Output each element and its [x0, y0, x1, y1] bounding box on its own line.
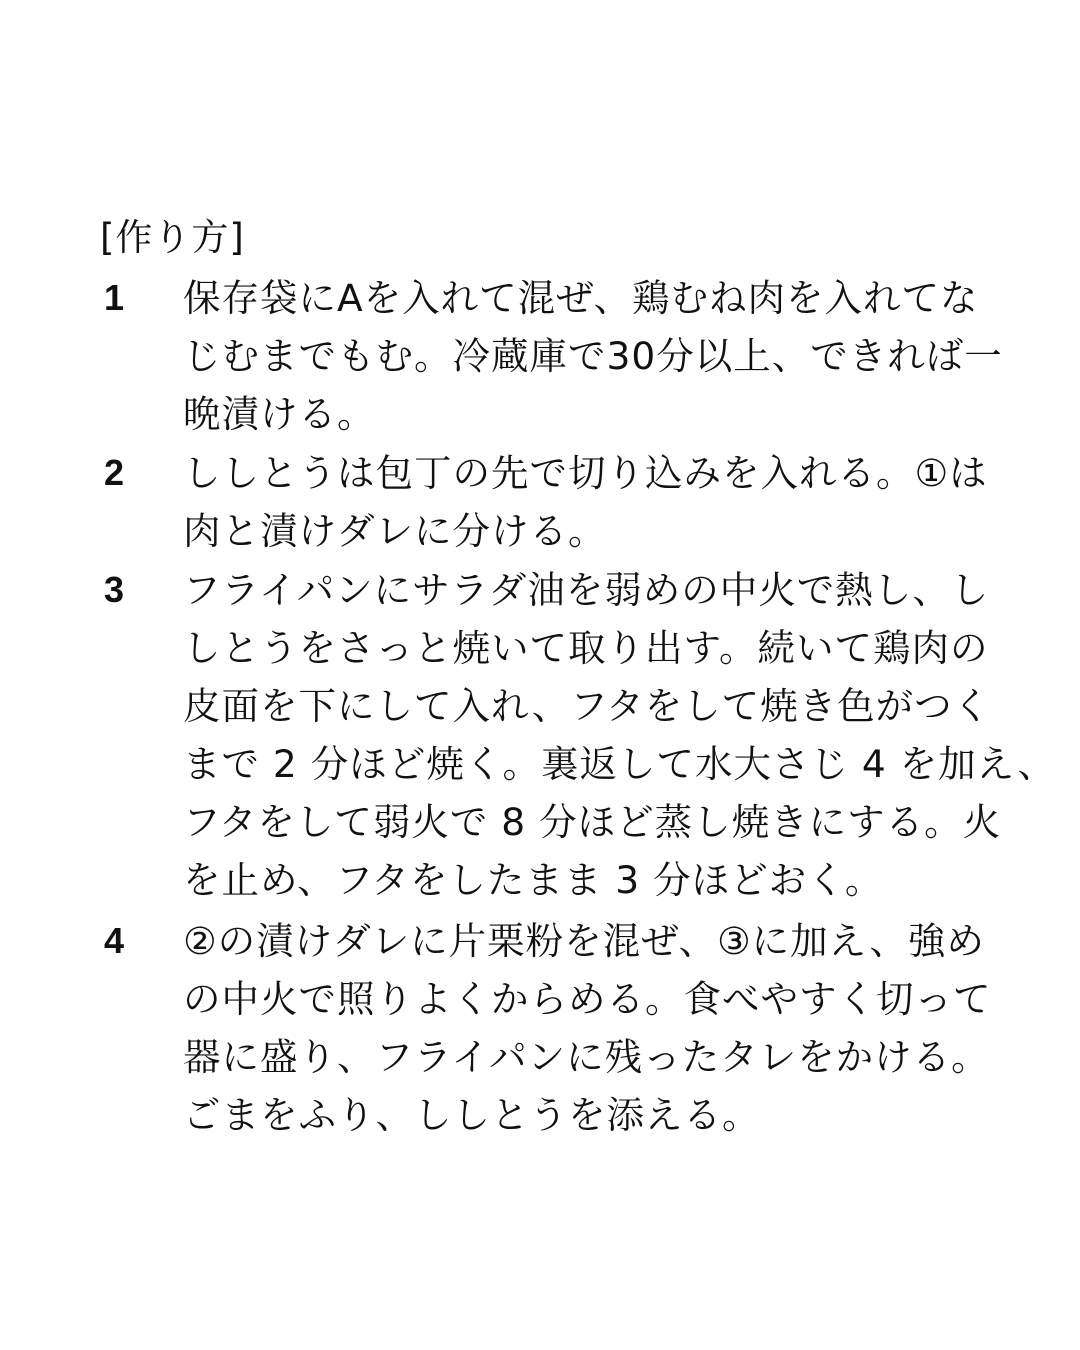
step-text-line: まで 2 分ほど焼く。裏返して水大さじ 4 を加え、	[183, 742, 1056, 786]
step-text-line: ごまをふり、ししとうを添える。	[183, 1093, 761, 1137]
step-number: 2	[104, 452, 125, 493]
step-number: 1	[104, 277, 125, 318]
step-text-line: 晩漬ける。	[183, 392, 376, 436]
step-text-line: しとうをさっと焼いて取り出す。続いて鶏肉の	[183, 626, 989, 670]
step-text-line: 器に盛り、フライパンに残ったタレをかける。	[183, 1035, 990, 1079]
step-text-line: を止め、フタをしたまま 3 分ほどおく。	[183, 858, 884, 902]
step-text-line: ②の漬けダレに片栗粉を混ぜ、③に加え、強め	[183, 919, 985, 963]
step-text-line: ししとうは包丁の先で切り込みを入れる。①は	[183, 451, 988, 495]
step-text-line: 保存袋にAを入れて混ぜ、鶏むね肉を入れてな	[183, 276, 979, 320]
step-text-line: フライパンにサラダ油を弱めの中火で熱し、し	[183, 568, 990, 612]
step-text-line: の中火で照りよくからめる。食べやすく切って	[183, 977, 992, 1021]
section-heading: [作り方]	[100, 216, 245, 259]
step-text-line: 肉と漬けダレに分ける。	[183, 509, 607, 553]
step-number: 4	[104, 920, 125, 961]
step-text-line: じむまでもむ。冷蔵庫で30分以上、できれば一	[183, 334, 1003, 378]
step-text-line: フタをして弱火で 8 分ほど蒸し焼きにする。火	[183, 800, 1002, 844]
step-number: 3	[104, 569, 125, 610]
step-text-line: 皮面を下にして入れ、フタをして焼き色がつく	[183, 684, 992, 728]
